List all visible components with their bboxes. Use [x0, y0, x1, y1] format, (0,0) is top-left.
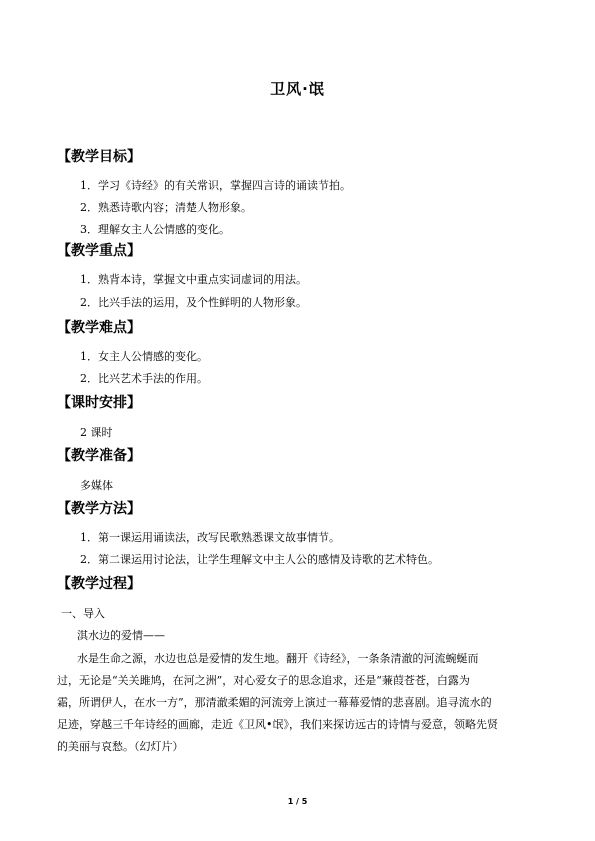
- schedule-text: 2 课时: [80, 426, 113, 439]
- section-heading-process: 【教学过程】: [57, 576, 141, 592]
- paragraph-line: 过，无论是“关关雎鸠，在河之洲”，对心爱女子的思念追求，还是“蒹葭苍苍，白露为: [57, 674, 470, 687]
- difficulty-item: 1．女主人公情感的变化。: [80, 350, 208, 363]
- section-heading-key-points: 【教学重点】: [57, 243, 141, 259]
- preparation-text: 多媒体: [80, 479, 113, 492]
- goal-item: 3．理解女主人公情感的变化。: [80, 223, 230, 236]
- section-heading-goals: 【教学目标】: [57, 149, 141, 165]
- goal-item: 2．熟悉诗歌内容；清楚人物形象。: [80, 201, 252, 214]
- section-heading-preparation: 【教学准备】: [57, 448, 141, 464]
- page-number: 1 / 5: [287, 797, 308, 806]
- key-point-item: 2．比兴手法的运用，及个性鲜明的人物形象。: [80, 296, 307, 309]
- paragraph-line: 足迹，穿越三千年诗经的画廊，走近《卫风•氓》，我们来探访远古的诗情与爱意，领略先贤: [57, 718, 498, 731]
- paragraph-line: 水是生命之源，水边也总是爱情的发生地。翻开《诗经》，一条条清澈的河流蜿蜒而: [77, 652, 479, 665]
- goal-item: 1．学习《诗经》的有关常识，掌握四言诗的诵读节拍。: [80, 179, 351, 192]
- method-item: 2．第二课运用讨论法，让学生理解文中主人公的感情及诗歌的艺术特色。: [80, 553, 439, 566]
- section-heading-methods: 【教学方法】: [57, 501, 141, 517]
- section-heading-schedule: 【课时安排】: [57, 395, 141, 411]
- process-intro: 淇水边的爱情——: [77, 629, 165, 642]
- page-title: 卫风·氓: [270, 80, 325, 98]
- paragraph-line: 霜，所谓伊人，在水一方”，那清澈柔媚的河流旁上演过一幕幕爱情的悲喜剧。追寻流水的: [57, 696, 492, 709]
- paragraph-line: 的美丽与哀愁。（幻灯片）: [57, 740, 184, 753]
- process-sub-heading: 一、导入: [61, 607, 105, 620]
- section-heading-difficulties: 【教学难点】: [57, 320, 141, 336]
- difficulty-item: 2．比兴艺术手法的作用。: [80, 372, 208, 385]
- method-item: 1．第一课运用诵读法，改写民歌熟悉课文故事情节。: [80, 531, 340, 544]
- key-point-item: 1．熟背本诗，掌握文中重点实词虚词的用法。: [80, 273, 307, 286]
